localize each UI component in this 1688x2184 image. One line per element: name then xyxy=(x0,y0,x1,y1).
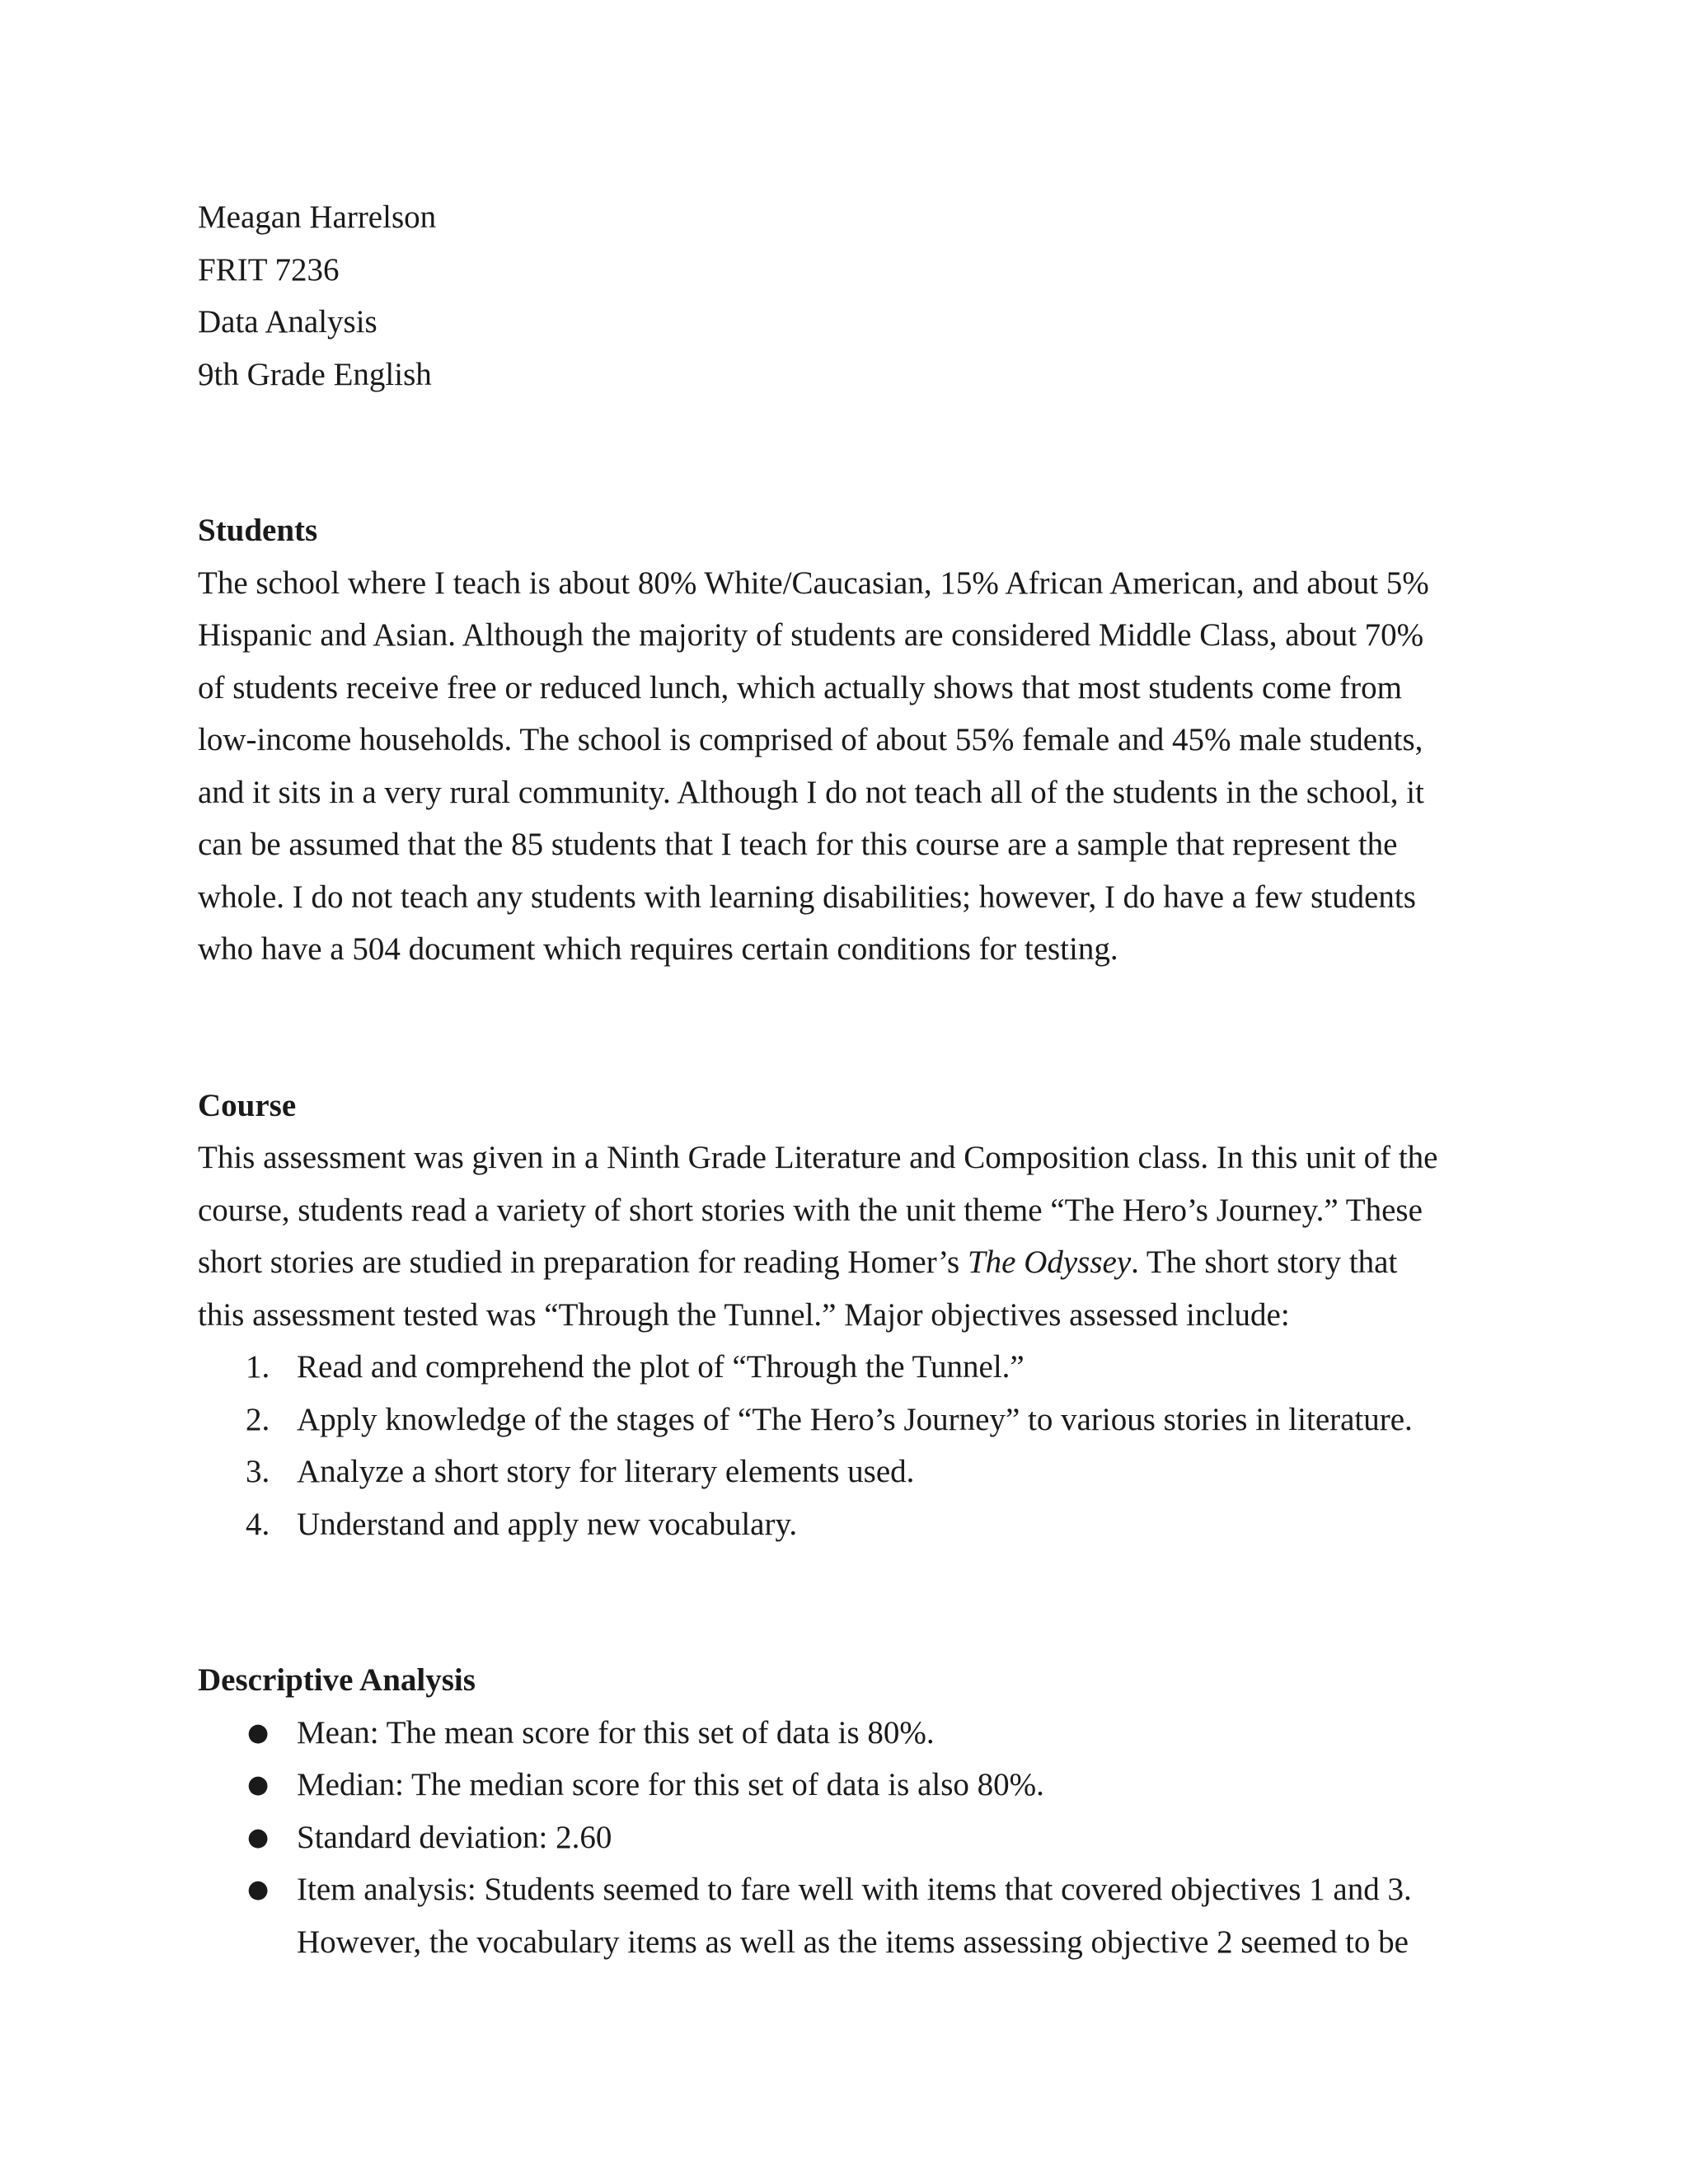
paragraph-line: whole. I do not teach any students with learning disabilities; however, I do have a few students xyxy=(198,879,1416,915)
list-number: 2. xyxy=(246,1401,270,1437)
document-page xyxy=(198,191,1484,1968)
course-section xyxy=(198,1080,1484,1551)
bullet-icon: ● xyxy=(247,1875,270,1904)
bullet-icon: ● xyxy=(247,1822,270,1852)
analysis-heading: Descriptive Analysis xyxy=(198,1662,476,1698)
paragraph-line: course, students read a variety of short stories with the unit theme “The Hero’s Journey.” These xyxy=(198,1192,1423,1228)
list-item-continuation: However, the vocabulary items as well as the items assessing objective 2 seemed to be xyxy=(297,1924,1409,1960)
text-run: short stories are studied in preparation for reading Homer’s xyxy=(198,1244,968,1280)
course-heading: Course xyxy=(198,1087,297,1123)
book-title: The Odyssey xyxy=(967,1244,1132,1280)
assignment-title: Data Analysis xyxy=(198,304,377,340)
descriptive-analysis-section xyxy=(198,1654,1484,1968)
paragraph-line: This assessment was given in a Ninth Grade Literature and Composition class. In this unit of the xyxy=(198,1140,1438,1175)
paragraph-line xyxy=(198,1236,1484,1289)
list-item-text: Item analysis: Students seemed to fare well with items that covered objectives 1 and 3. xyxy=(297,1872,1412,1907)
students-heading: Students xyxy=(198,513,318,548)
course-paragraph xyxy=(198,1132,1484,1341)
bullet-icon: ● xyxy=(247,1718,270,1747)
students-section xyxy=(198,504,1484,976)
list-item-text: Read and comprehend the plot of “Through the Tunnel.” xyxy=(297,1349,1025,1385)
list-item xyxy=(198,1446,1484,1498)
list-number: 1. xyxy=(246,1349,270,1385)
list-item-text: Analyze a short story for literary elements used. xyxy=(297,1454,915,1489)
list-number: 4. xyxy=(246,1506,270,1542)
list-item xyxy=(198,1341,1484,1394)
paragraph-line: The school where I teach is about 80% White/Caucasian, 15% African American, and about 5% xyxy=(198,565,1429,601)
class-name: 9th Grade English xyxy=(198,356,432,392)
text-run: . The short story that xyxy=(1131,1244,1398,1280)
paragraph-line: this assessment tested was “Through the Tunnel.” Major objectives assessed include: xyxy=(198,1296,1290,1333)
students-paragraph xyxy=(198,557,1484,976)
list-item-text: Understand and apply new vocabulary. xyxy=(297,1506,798,1542)
paragraph-line: and it sits in a very rural community. Although I do not teach all of the students in the school, it xyxy=(198,774,1424,810)
list-item-text: Apply knowledge of the stages of “The Hero’s Journey” to various stories in literature. xyxy=(297,1401,1413,1437)
paragraph-line: can be assumed that the 85 students that I teach for this course are a sample that represent the xyxy=(198,827,1398,862)
paragraph-line: Hispanic and Asian. Although the majority of students are considered Middle Class, about 70% xyxy=(198,617,1424,653)
list-item-text: Standard deviation: 2.60 xyxy=(297,1819,612,1855)
list-item xyxy=(198,1759,1484,1811)
author-name: Meagan Harrelson xyxy=(198,199,437,235)
list-item xyxy=(198,1498,1484,1551)
paragraph-line: who have a 504 document which requires certain conditions for testing. xyxy=(198,931,1118,967)
paragraph-line: of students receive free or reduced lunch, which actually shows that most students come from xyxy=(198,669,1402,705)
list-item-text: Median: The median score for this set of data is also 80%. xyxy=(297,1767,1044,1802)
paragraph-line: low-income households. The school is comprised of about 55% female and 45% male students, xyxy=(198,722,1423,757)
bullet-icon: ● xyxy=(247,1770,270,1799)
list-item xyxy=(198,1394,1484,1446)
list-item xyxy=(198,1863,1484,1968)
list-item-text: Mean: The mean score for this set of data is 80%. xyxy=(297,1714,935,1750)
analysis-list xyxy=(198,1707,1484,1969)
course-code: FRIT 7236 xyxy=(198,251,340,288)
list-number: 3. xyxy=(246,1454,270,1489)
objectives-list xyxy=(198,1341,1484,1550)
list-item xyxy=(198,1811,1484,1864)
list-item xyxy=(198,1707,1484,1760)
header-block xyxy=(198,191,1484,401)
